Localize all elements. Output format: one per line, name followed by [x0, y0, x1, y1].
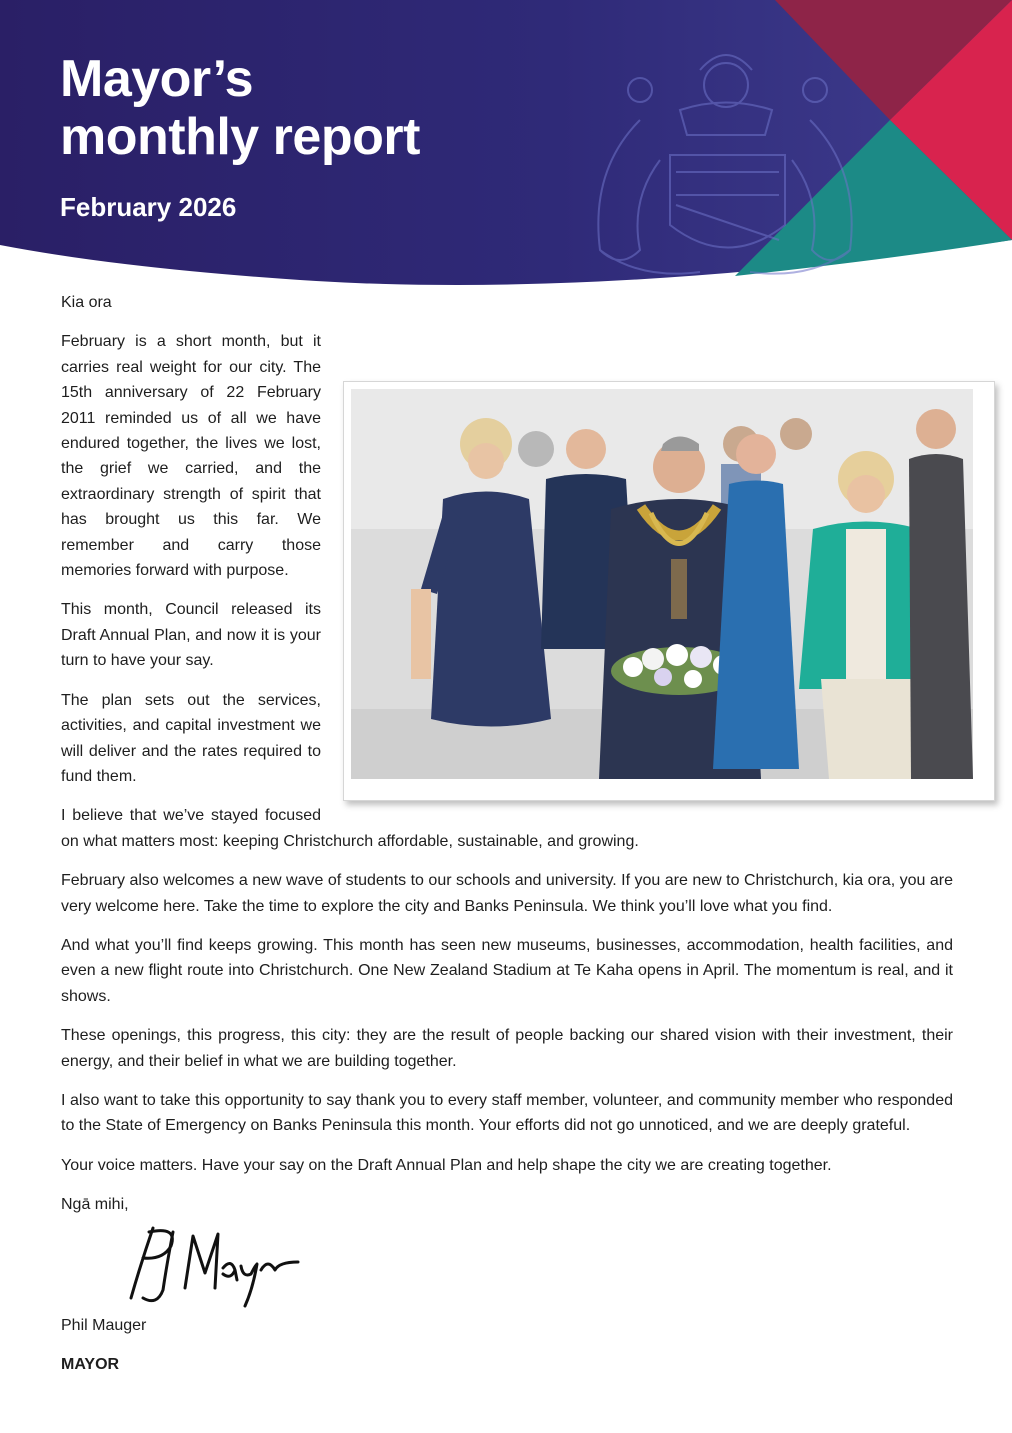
photo-frame: [343, 381, 995, 801]
title-line-1: Mayor’s: [60, 50, 254, 108]
signature: [123, 1218, 303, 1313]
signatory-role: MAYOR: [61, 1356, 120, 1373]
closing: Ngā mihi,: [61, 1196, 129, 1214]
paragraph-5: February also welcomes a new wave of students to our schools and university. If you are new to Christchurch, kia ora, you are very welcome here. Take the time to explore the city and Banks Peninsula. We think you’ll love what you find.: [61, 872, 953, 915]
paragraph-3: The plan sets out the services, activities, and capital investment we will deliver and the rates required to fund them.: [61, 691, 321, 785]
paragraph-4: I believe that we’ve stayed focused on what matters most: keeping Christchurch affordable, sustainable, and growing.: [61, 807, 639, 850]
header-banner: [0, 0, 1012, 300]
photo-container: [343, 381, 993, 799]
title-line-2: monthly report: [60, 108, 420, 166]
mayor-wreath-procession-photo: [351, 389, 973, 779]
report-date: February 2026: [60, 192, 237, 222]
paragraph-9: Your voice matters. Have your say on the Draft Annual Plan and help shape the city we are creating together.: [61, 1156, 832, 1174]
greeting: Kia ora: [61, 294, 112, 311]
paragraph-7: These openings, this progress, this city: they are the result of people backing our shared vision with their investment, their energy, and their belief in what we are building together.: [61, 1027, 953, 1070]
signatory-name: Phil Mauger: [61, 1316, 147, 1334]
paragraph-8: I also want to take this opportunity to say thank you to every staff member, volunteer, and community member who responded to the State of Emergency on Banks Peninsula this month. Your efforts did not go unnoticed, and we are deeply grateful.: [61, 1091, 953, 1135]
paragraph-6: And what you’ll find keeps growing. This month has seen new museums, businesses, accommodation, health facilities, and even a new flight route into Christchurch. One New Zealand Stadium at Te Kaha opens in April. The momentum is real, and it shows.: [61, 936, 953, 1005]
paragraph-1-block: [61, 329, 953, 919]
paragraph-2: This month, Council released its Draft Annual Plan, and now it is your turn to have your say.: [61, 601, 321, 670]
letter-body: [61, 290, 953, 1391]
page-title: [60, 50, 420, 166]
paragraph-1-text: February is a short month, but it carries real weight for our city. The 15th anniversary of 22 February 2011 reminded us of all we have endured together, the lives we lost, the grief we carried, and the extraordinary strength of spirit that has brought us this far. We remember and carry those memories forward with purpose.: [61, 333, 321, 580]
